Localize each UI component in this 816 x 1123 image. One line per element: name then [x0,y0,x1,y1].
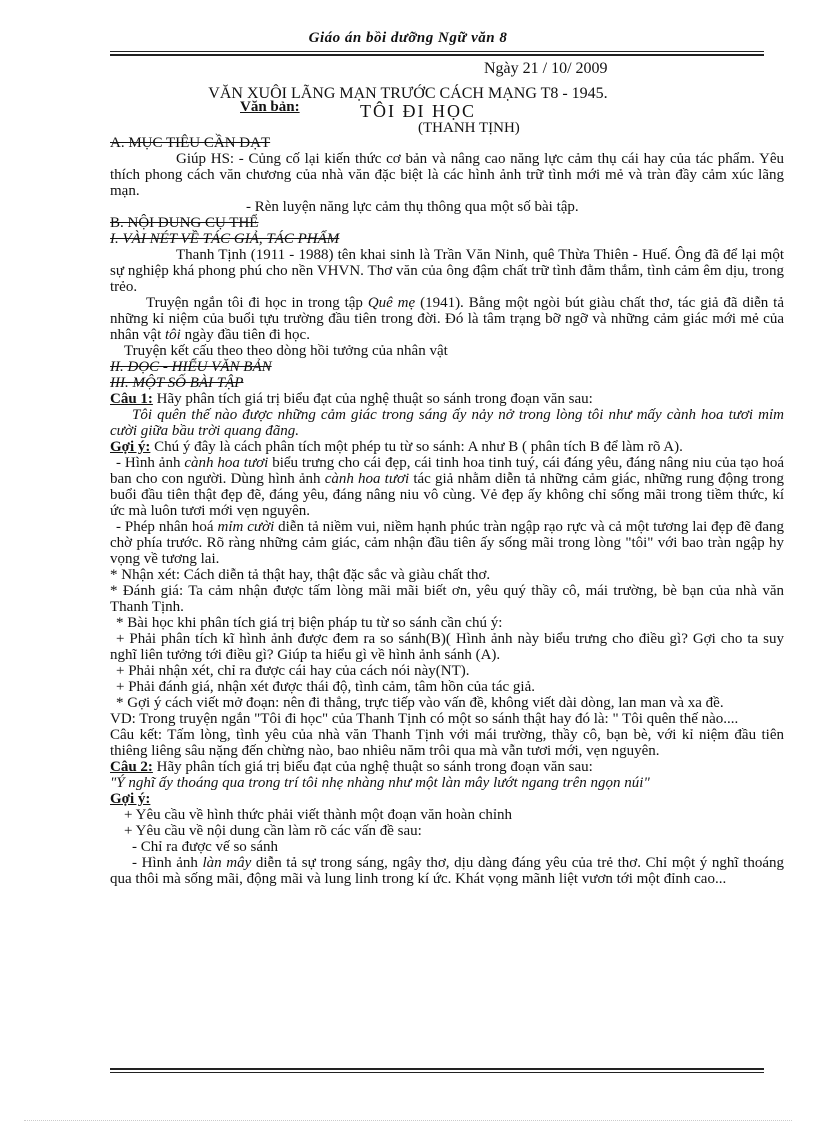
hint-closing: Câu kết: Tấm lòng, tình yêu của nhà văn Thanh Tịnh với mái trường, thầy cô, bạn bè, với kỉ niệm đầu tiên thiêng liêng sâu nặng đến chừng nào, bao nhiêu năm trôi qua mà vẫn tươi mới, vẹn nguyên. [110,727,784,759]
question-2-quote: "Ý nghĩ ấy thoáng qua trong trí tôi nhẹ nhàng như một làn mây lướt ngang trên ngọn núi" [110,775,650,791]
paragraph-b2 [110,295,784,343]
hint-1 [110,439,784,455]
b2-book-title: Quê mẹ [367,295,416,311]
b2-toi: tôi [164,327,181,343]
footer-rule-thin [110,1072,764,1073]
b2-text-1: Truyện ngắn tôi đi học in trong tập [146,295,368,311]
page-header: Giáo án bồi dưỡng Ngữ văn 8 [308,30,508,46]
h4-text-2: diễn tả sự trong sáng, ngây thơ, dịu dàng đáng yêu của trẻ thơ. Chỉ một ý nghĩ thoáng qua thôi mà sống mãi, động mãi và lung linh trong kí ức. Khát vọng mãnh liệt vươn tới một đỉnh cao... [110,855,784,887]
hint-2-content: + Yêu cầu về nội dung cần làm rõ các vấn đề sau: [124,823,422,839]
hint-comment: * Nhận xét: Cách diễn tả thật hay, thật đặc sắc và giàu chất thơ. [110,567,491,583]
section-b-heading [110,215,784,231]
header-rule-thin [110,51,764,52]
paragraph-a2: - Rèn luyện năng lực cảm thụ thông qua một số bài tập. [246,199,579,215]
hint-paragraph-3 [110,519,784,567]
author-name: (THANH TỊNH) [418,120,520,136]
hint-opening: * Gợi ý cách viết mở đoạn: nên đi thẳng, trực tiếp vào vấn đề, không viết dài dòng, lan man và xa đề. [116,695,724,711]
paragraph-b3: Truyện kết cấu theo theo dòng hồi tưởng của nhân vật [124,343,448,359]
footer-rule-thick [110,1068,764,1070]
question-1-quote: Tôi quên thế nào được những cảm giác trong sáng ấy nảy nở trong lòng tôi như mấy cành hoa tươi mỉm cười giữa bầu trời quang đãng. [110,407,784,439]
h4-text-1: - Hình ảnh [132,855,203,871]
g2-text-1: - Hình ảnh [116,455,185,471]
hint-paragraph-2 [110,455,784,519]
section-b1-title: I. VÀI NÉT VỀ TÁC GIẢ, TÁC PHẨM [110,231,340,247]
hint-2-form: + Yêu cầu về hình thức phải viết thành một đoạn văn hoàn chỉnh [124,807,513,823]
section-a-title: A. MỤC TIÊU CẦN ĐẠT [110,135,271,151]
hint-example: VD: Trong truyện ngắn "Tôi đi học" của Thanh Tịnh có một so sánh thật hay đó là: " Tôi quên thế nào.... [110,711,739,727]
section-ii-title: II. ĐỌC - HIỂU VĂN BẢN [110,359,272,375]
section-iii-heading [110,375,784,391]
section-b-title: B. NỘI DUNG CỤ THỂ [110,215,259,231]
lesson-date: Ngày 21 / 10/ 2009 [484,60,608,77]
hint-1-text: Chú ý đây là cách phân tích một phép tu từ so sánh: A như B ( phân tích B để làm rõ A). [150,439,683,455]
g3-text-1: - Phép nhân hoá [116,519,218,535]
question-2 [110,759,784,775]
hint-lesson-1: + Phải phân tích kĩ hình ảnh được đem ra so sánh(B)( Hình ảnh này biểu trưng cho điều gì? Gợi cho ta suy nghĩ liên tưởng tới điều gì? Giúp ta hiểu gì về hình ảnh sánh (A). [110,631,784,663]
hint-1-label: Gợi ý: [110,439,151,455]
question-1-text: Hãy phân tích giá trị biểu đạt của nghệ thuật so sánh trong đoạn văn sau: [152,391,593,407]
g2-text-2: biểu trưng cho cái đẹp, cái tinh hoa tinh tuý, cái đáng yêu, đáng nâng niu của tạo hoá ban cho con người. Dùng hình ảnh [110,455,784,487]
g3-text-2: diễn tả niềm vui, niềm hạnh phúc tràn ngập rạo rực và cả một tương lai đẹp đẽ đang chờ phía trước. Rõ ràng những cảm giác, cảm nhận đầu tiên ấy sống mãi trong lòng "tôi" với bao tràn ngập hy vọng về tương lai. [110,519,784,567]
van-ban-title: TÔI ĐI HỌC [360,101,476,121]
section-a-heading [110,135,784,151]
section-iii-title: III. MỘT SỐ BÀI TẬP [110,375,244,391]
g3-italic: mỉm cười [217,519,275,535]
hint-evaluation: * Đánh giá: Ta cảm nhận được tấm lòng mãi mãi biết ơn, yêu quý thầy cô, mái trường, bè bạn của nhà văn Thanh Tịnh. [110,583,784,615]
g2-text-3: tác giả nhằm diễn tả những cảm giác, những rung động trong buổi đầu tiên thật đẹp đẽ, đáng yêu, đáng nâng niu vô cùng. Vẻ đẹp ấy không chỉ sống mãi trong tiềm thức, kí ức mà luôn tươi mới vẹn nguyên. [110,471,784,519]
paragraph-b1: Thanh Tịnh (1911 - 1988) tên khai sinh là Trần Văn Ninh, quê Thừa Thiên - Huế. Ông đã để lại một sự nghiệp khá phong phú cho nền VHVN. Thơ văn của ông đậm chất trữ tình đằm thắm, tình cảm êm dịu, trong trẻo. [110,247,784,295]
hint-2-label: Gợi ý: [110,791,151,807]
g2-italic-1: cành hoa tươi [184,455,269,471]
hint-2-point-2 [110,855,784,887]
h4-italic: làn mây [202,855,252,871]
section-b1-heading [110,231,784,247]
question-2-label: Câu 2: [110,759,153,775]
page-edge [24,1120,792,1121]
paragraph-a1: Giúp HS: - Củng cố lại kiến thức cơ bản và nâng cao năng lực cảm thụ cái hay của tác phẩm. Yêu thích phong cách văn chương của nhà văn đặc biệt là các hình ảnh trữ tình mới mẻ và tràn đầy cảm xúc lãng mạn. [110,151,784,199]
hint-lesson-3: + Phải đánh giá, nhận xét được thái độ, tình cảm, tâm hồn của tác giả. [116,679,535,695]
header-rule-thick [110,54,764,56]
lesson-title: VĂN XUÔI LÃNG MẠN TRƯỚC CÁCH MẠNG T8 - 1945. [208,85,608,102]
question-1 [110,391,784,407]
question-2-text: Hãy phân tích giá trị biểu đạt của nghệ thuật so sánh trong đoạn văn sau: [152,759,593,775]
section-ii-heading [110,359,784,375]
b2-text-2: (1941). Bằng một ngòi bút giàu chất thơ, tác giả đã diễn tả những kỉ niệm của buổi tựu trường đầu tiên trong đời. Đó là tâm trạng bỡ ngỡ và những cảm giác mới mẻ của nhân vật [110,295,784,343]
hint-lesson-2: + Phải nhận xét, chỉ ra được cái hay của cách nói này(NT). [116,663,470,679]
document-body [110,135,784,887]
g2-italic-2: cành hoa tươi [324,471,410,487]
question-1-label: Câu 1: [110,391,153,407]
hint-2-heading [110,791,784,807]
hint-2-point-1: - Chỉ ra được vế so sánh [132,839,279,855]
hint-lesson: * Bài học khi phân tích giá trị biện pháp tu từ so sánh cần chú ý: [116,615,503,631]
b2-text-3: ngày đầu tiên đi học. [180,327,310,343]
van-ban-label: Văn bản: [240,99,300,115]
